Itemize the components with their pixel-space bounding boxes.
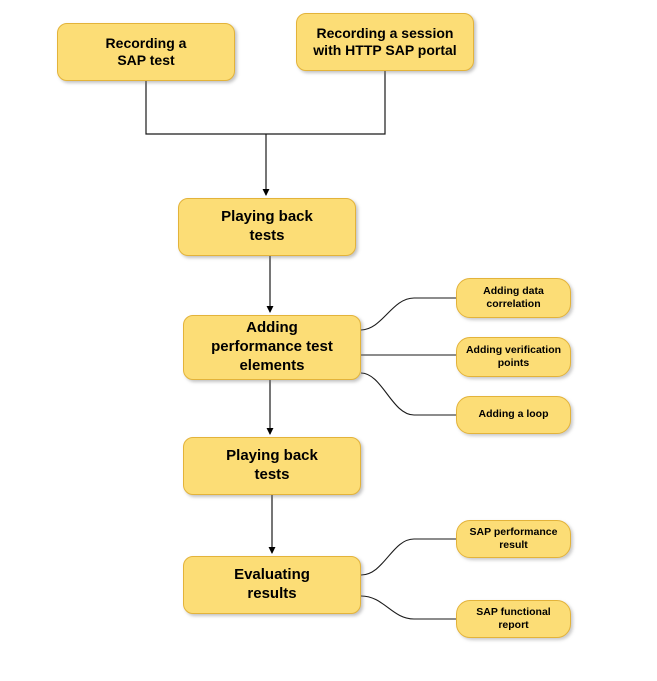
node-label: Adding a loop (478, 408, 549, 421)
node-recording-sap-test[interactable] (57, 23, 235, 81)
node-label: Playing back tests (226, 447, 318, 483)
node-label: Adding data correlation (483, 284, 544, 310)
node-label: SAP performance result (469, 525, 558, 551)
node-label: Evaluating results (234, 566, 310, 602)
node-adding-verification-points[interactable] (456, 337, 571, 377)
node-adding-a-loop[interactable] (456, 396, 571, 434)
node-label: Adding performance test elements (211, 319, 333, 374)
node-adding-performance-test-elements[interactable] (183, 315, 361, 380)
node-adding-data-correlation[interactable] (456, 278, 571, 318)
connector-elements-to-loop (361, 373, 456, 415)
node-playing-back-tests-2[interactable] (183, 437, 361, 495)
node-playing-back-tests-1[interactable] (178, 198, 356, 256)
connector-evaluating-to-performance-result (361, 539, 456, 575)
node-label: Recording a session with HTTP SAP portal (313, 24, 457, 58)
connector-evaluating-to-functional-report (361, 596, 456, 619)
node-sap-performance-result[interactable] (456, 520, 571, 558)
node-sap-functional-report[interactable] (456, 600, 571, 638)
node-label: Adding verification points (465, 343, 562, 369)
connector-elements-to-data-correlation (361, 298, 456, 330)
node-label: Recording a SAP test (105, 34, 187, 68)
node-label: SAP functional report (476, 605, 551, 631)
node-label: Playing back tests (221, 208, 313, 244)
node-recording-http-sap-portal[interactable] (296, 13, 474, 71)
node-evaluating-results[interactable] (183, 556, 361, 614)
